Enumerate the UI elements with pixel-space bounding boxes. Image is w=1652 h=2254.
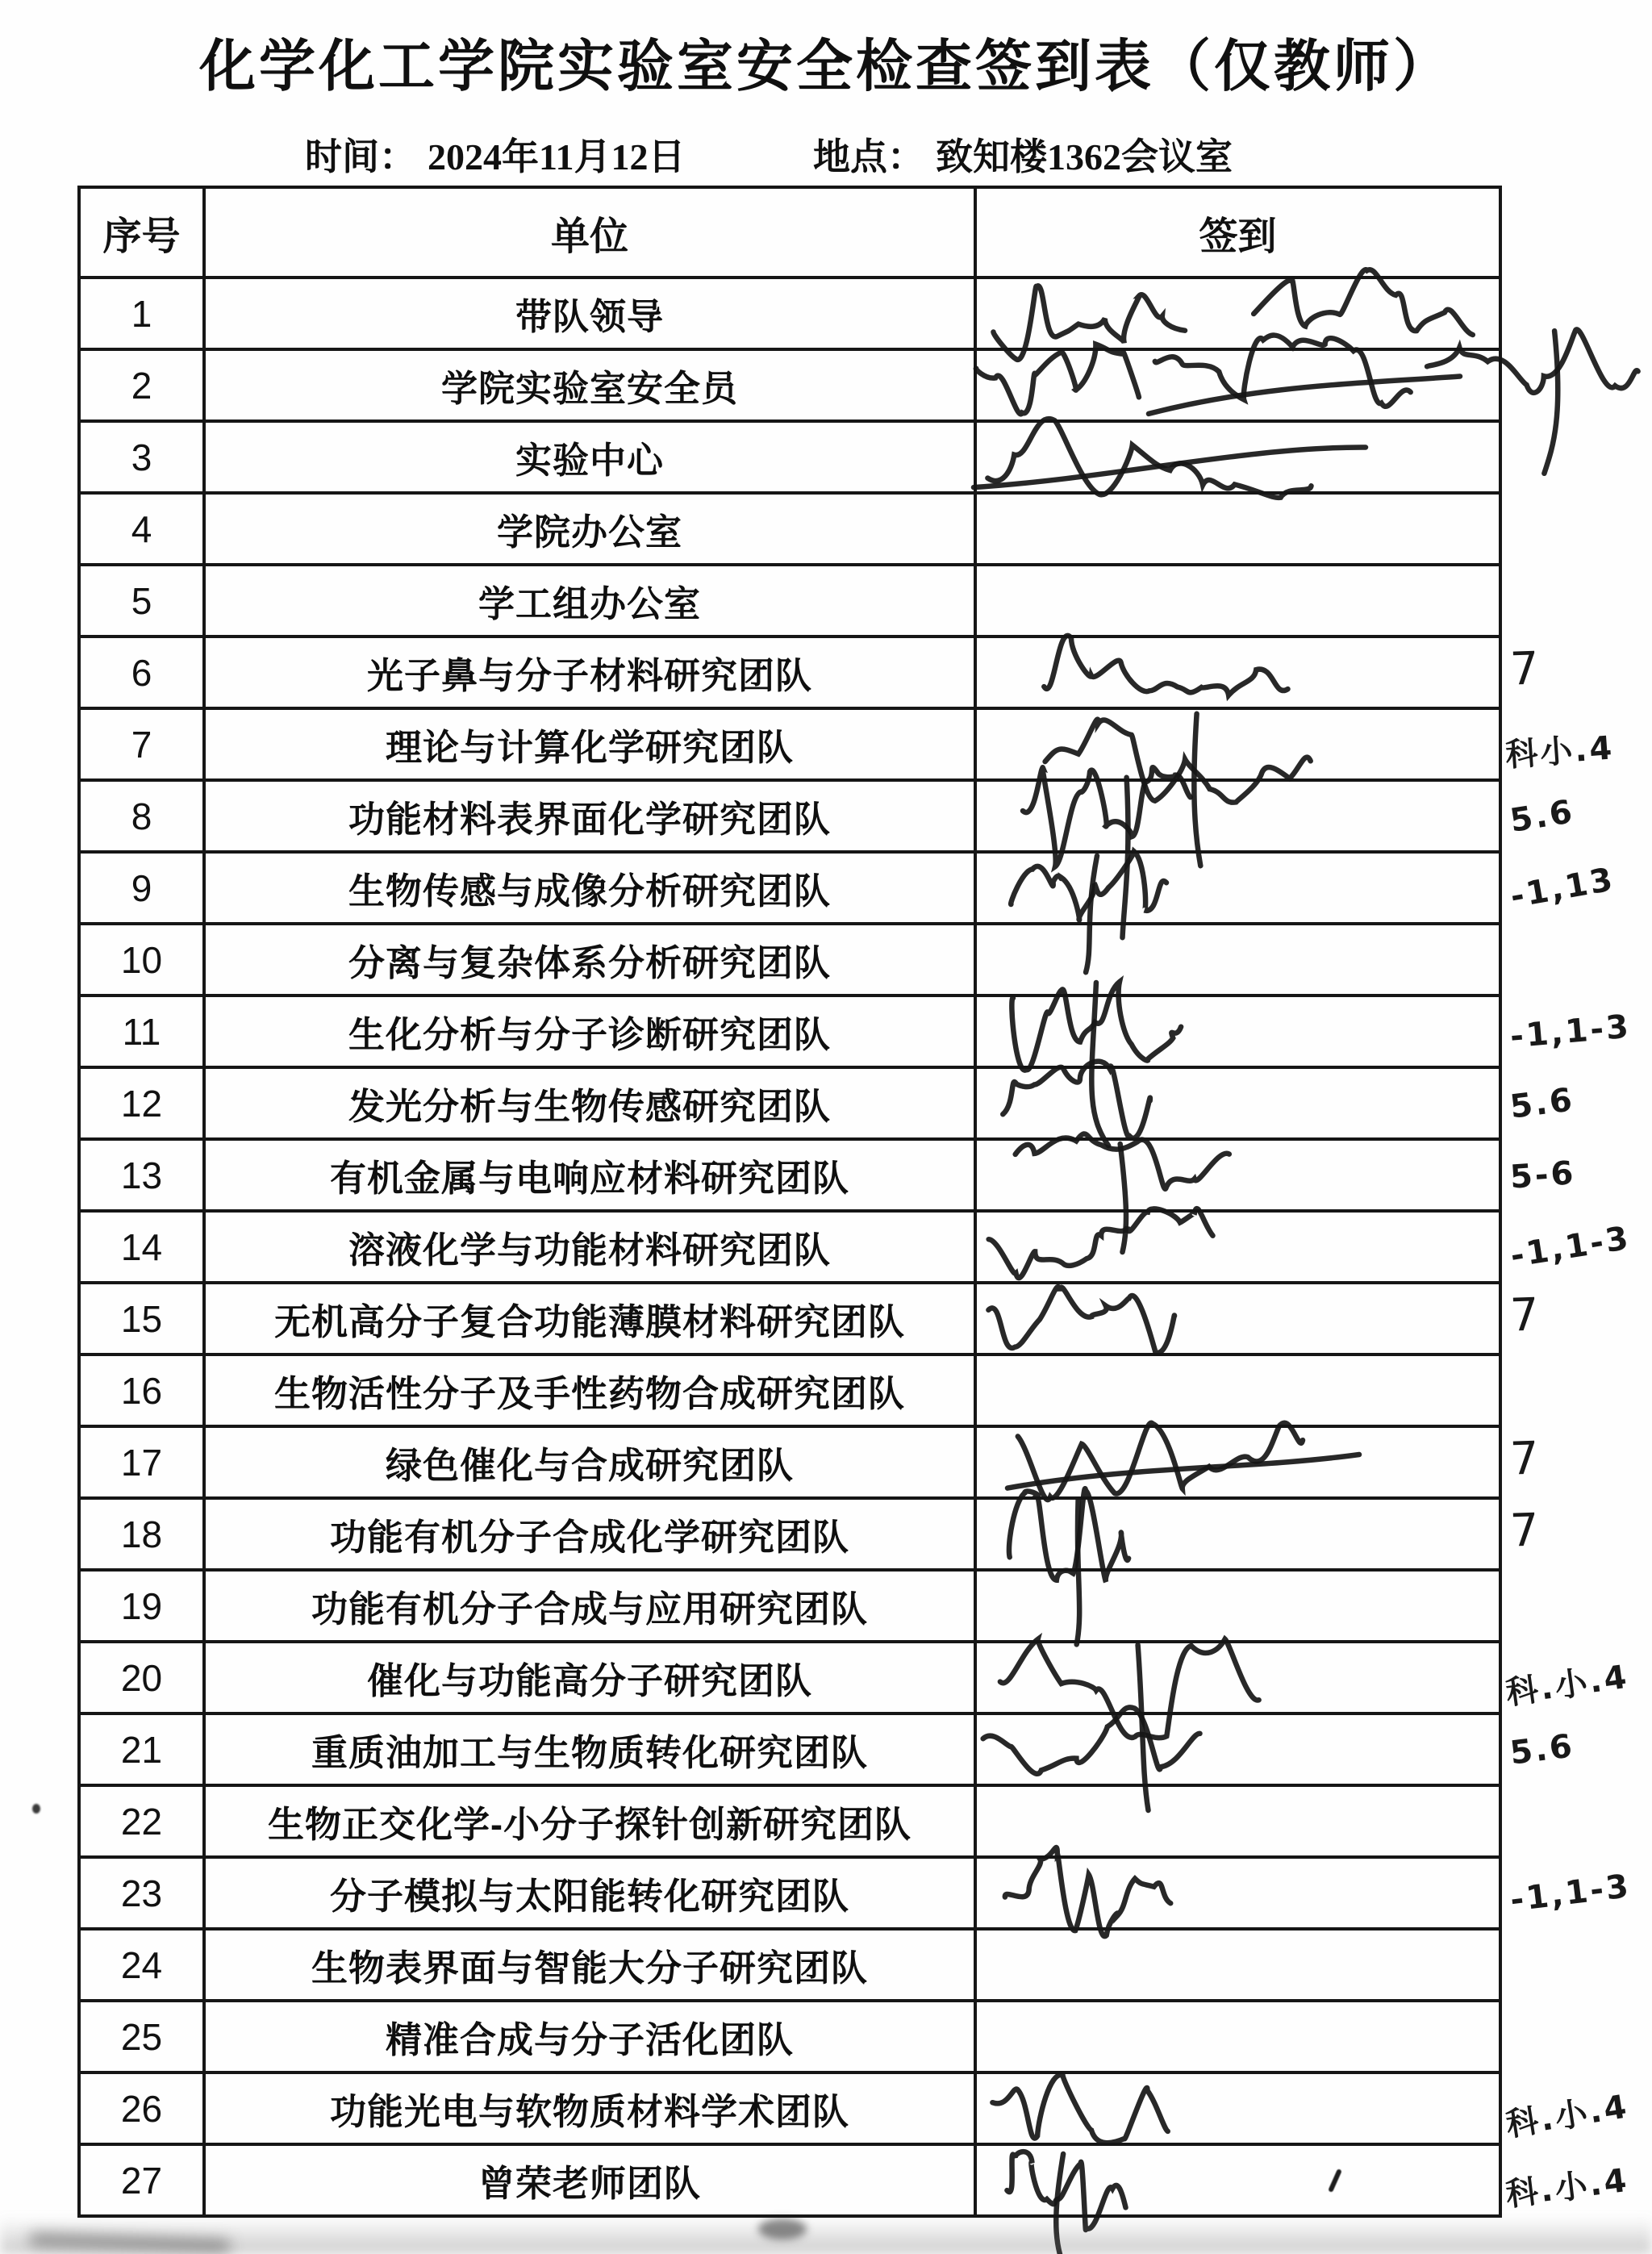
table-row bbox=[79, 1139, 1500, 1211]
row-number-cell: 26 bbox=[79, 2072, 204, 2144]
signin-table bbox=[77, 186, 1502, 2218]
row-number-cell: 18 bbox=[79, 1498, 204, 1570]
margin-note: 科.小.4 bbox=[1504, 2161, 1631, 2214]
unit-cell: 精准合成与分子活化团队 bbox=[204, 2001, 975, 2072]
row-number-cell: 6 bbox=[79, 637, 204, 708]
margin-note: -1,1-3 bbox=[1508, 1008, 1633, 1056]
sign-cell bbox=[975, 493, 1500, 565]
unit-cell: 功能光电与软物质材料学术团队 bbox=[204, 2072, 975, 2144]
table-row bbox=[79, 421, 1500, 493]
sign-cell bbox=[975, 278, 1500, 349]
unit-cell: 功能有机分子合成化学研究团队 bbox=[204, 1498, 975, 1570]
unit-cell: 生物正交化学-小分子探针创新研究团队 bbox=[204, 1785, 975, 1857]
table-row bbox=[79, 780, 1500, 852]
sign-cell bbox=[975, 1929, 1500, 2001]
unit-cell: 分子模拟与太阳能转化研究团队 bbox=[204, 1857, 975, 1929]
unit-cell: 绿色催化与合成研究团队 bbox=[204, 1426, 975, 1498]
table-row bbox=[79, 852, 1500, 924]
unit-cell: 分离与复杂体系分析研究团队 bbox=[204, 924, 975, 996]
sign-cell bbox=[975, 637, 1500, 708]
table-row bbox=[79, 1426, 1500, 1498]
scan-artifact-smudge-mid bbox=[758, 2219, 807, 2239]
sign-cell bbox=[975, 2001, 1500, 2072]
table-row bbox=[79, 1067, 1500, 1139]
table-row bbox=[79, 278, 1500, 349]
table-row bbox=[79, 1354, 1500, 1426]
unit-cell: 曾荣老师团队 bbox=[204, 2144, 975, 2216]
sign-cell bbox=[975, 421, 1500, 493]
sign-cell bbox=[975, 996, 1500, 1067]
sign-cell bbox=[975, 852, 1500, 924]
row-number-cell: 25 bbox=[79, 2001, 204, 2072]
row-number-cell: 10 bbox=[79, 924, 204, 996]
scan-artifact-bottom bbox=[0, 2217, 1652, 2254]
unit-cell: 发光分析与生物传感研究团队 bbox=[204, 1067, 975, 1139]
sign-cell bbox=[975, 780, 1500, 852]
row-number-cell: 5 bbox=[79, 565, 204, 637]
time-label: 时间： bbox=[305, 136, 416, 177]
margin-note: 7 bbox=[1508, 1432, 1542, 1486]
unit-cell: 生物活性分子及手性药物合成研究团队 bbox=[204, 1354, 975, 1426]
signin-table-wrap bbox=[77, 186, 1502, 2218]
page-title: 化学化工学院实验室安全检查签到表（仅教师） bbox=[199, 36, 1453, 98]
row-number-cell: 13 bbox=[79, 1139, 204, 1211]
margin-note: 5.6 bbox=[1508, 1081, 1577, 1126]
sign-cell bbox=[975, 349, 1500, 421]
sign-cell bbox=[975, 1857, 1500, 1929]
margin-note: 5.6 bbox=[1507, 793, 1577, 840]
table-row bbox=[79, 637, 1500, 708]
row-number-cell: 11 bbox=[79, 996, 204, 1067]
place-value: 致知楼1362会议室 bbox=[936, 136, 1233, 177]
table-row bbox=[79, 2144, 1500, 2216]
meta-time bbox=[305, 127, 685, 181]
table-row bbox=[79, 1785, 1500, 1857]
sign-cell bbox=[975, 1067, 1500, 1139]
sign-cell bbox=[975, 2144, 1500, 2216]
table-row bbox=[79, 1857, 1500, 1929]
sign-cell bbox=[975, 1713, 1500, 1785]
unit-cell: 无机高分子复合功能薄膜材料研究团队 bbox=[204, 1283, 975, 1354]
row-number-cell: 23 bbox=[79, 1857, 204, 1929]
unit-cell: 理论与计算化学研究团队 bbox=[204, 708, 975, 780]
sign-cell bbox=[975, 1426, 1500, 1498]
margin-note: 7 bbox=[1508, 642, 1542, 696]
row-number-cell: 16 bbox=[79, 1354, 204, 1426]
header-sign: 签到 bbox=[975, 187, 1500, 278]
table-row bbox=[79, 493, 1500, 565]
unit-cell: 学院实验室安全员 bbox=[204, 349, 975, 421]
row-number-cell: 15 bbox=[79, 1283, 204, 1354]
meta-line bbox=[0, 127, 1652, 176]
header-row bbox=[79, 187, 1500, 278]
table-row bbox=[79, 924, 1500, 996]
sign-cell bbox=[975, 1354, 1500, 1426]
unit-cell: 重质油加工与生物质转化研究团队 bbox=[204, 1713, 975, 1785]
row-number-cell: 2 bbox=[79, 349, 204, 421]
time-value: 2024年11月12日 bbox=[428, 136, 686, 177]
meta-place bbox=[813, 127, 1233, 181]
row-number-cell: 12 bbox=[79, 1067, 204, 1139]
unit-cell: 功能材料表界面化学研究团队 bbox=[204, 780, 975, 852]
sign-cell bbox=[975, 924, 1500, 996]
table-row bbox=[79, 1211, 1500, 1283]
sign-cell bbox=[975, 565, 1500, 637]
row-number-cell: 4 bbox=[79, 493, 204, 565]
row-number-cell: 1 bbox=[79, 278, 204, 349]
margin-note: -1,13 bbox=[1507, 861, 1618, 916]
unit-cell: 光子鼻与分子材料研究团队 bbox=[204, 637, 975, 708]
header-unit: 单位 bbox=[204, 187, 975, 278]
table-row bbox=[79, 1642, 1500, 1713]
row-number-cell: 8 bbox=[79, 780, 204, 852]
table-row bbox=[79, 1498, 1500, 1570]
margin-note: 5-6 bbox=[1508, 1154, 1577, 1196]
row-number-cell: 24 bbox=[79, 1929, 204, 2001]
unit-cell: 溶液化学与功能材料研究团队 bbox=[204, 1211, 975, 1283]
unit-cell: 生物表界面与智能大分子研究团队 bbox=[204, 1929, 975, 2001]
sign-cell bbox=[975, 1283, 1500, 1354]
table-row bbox=[79, 1929, 1500, 2001]
unit-cell: 有机金属与电响应材料研究团队 bbox=[204, 1139, 975, 1211]
sign-cell bbox=[975, 1570, 1500, 1642]
row-number-cell: 22 bbox=[79, 1785, 204, 1857]
table-row bbox=[79, 2072, 1500, 2144]
row-number-cell: 21 bbox=[79, 1713, 204, 1785]
row-number-cell: 14 bbox=[79, 1211, 204, 1283]
unit-cell: 催化与功能高分子研究团队 bbox=[204, 1642, 975, 1713]
table-row bbox=[79, 1570, 1500, 1642]
table-row bbox=[79, 2001, 1500, 2072]
unit-cell: 带队领导 bbox=[204, 278, 975, 349]
table-row bbox=[79, 708, 1500, 780]
row-number-cell: 7 bbox=[79, 708, 204, 780]
place-label: 地点： bbox=[813, 136, 924, 177]
row-number-cell: 27 bbox=[79, 2144, 204, 2216]
row-number-cell: 17 bbox=[79, 1426, 204, 1498]
margin-note: -1,1-3 bbox=[1508, 1868, 1633, 1919]
row-number-cell: 9 bbox=[79, 852, 204, 924]
margin-note: 科.小.4 bbox=[1503, 2088, 1632, 2144]
table-row bbox=[79, 349, 1500, 421]
sign-cell bbox=[975, 1642, 1500, 1713]
sign-cell bbox=[975, 1498, 1500, 1570]
sign-cell bbox=[975, 708, 1500, 780]
margin-note: 科.小.4 bbox=[1504, 1658, 1632, 1713]
sign-cell bbox=[975, 2072, 1500, 2144]
unit-cell: 学院办公室 bbox=[204, 493, 975, 565]
row-number-cell: 20 bbox=[79, 1642, 204, 1713]
margin-note: 7 bbox=[1508, 1504, 1542, 1558]
row-number-cell: 19 bbox=[79, 1570, 204, 1642]
scan-artifact-dot bbox=[32, 1804, 40, 1814]
margin-note: -1,1-3 bbox=[1508, 1219, 1633, 1275]
unit-cell: 生物传感与成像分析研究团队 bbox=[204, 852, 975, 924]
table-row bbox=[79, 565, 1500, 637]
sign-cell bbox=[975, 1785, 1500, 1857]
sign-cell bbox=[975, 1211, 1500, 1283]
unit-cell: 功能有机分子合成与应用研究团队 bbox=[204, 1570, 975, 1642]
table-row bbox=[79, 1283, 1500, 1354]
margin-note: 7 bbox=[1508, 1288, 1542, 1342]
table-row bbox=[79, 996, 1500, 1067]
sign-cell bbox=[975, 1139, 1500, 1211]
table-row bbox=[79, 1713, 1500, 1785]
unit-cell: 生化分析与分子诊断研究团队 bbox=[204, 996, 975, 1067]
margin-note: 科小.4 bbox=[1504, 729, 1616, 774]
unit-cell: 实验中心 bbox=[204, 421, 975, 493]
row-number-cell: 3 bbox=[79, 421, 204, 493]
margin-note: 5.6 bbox=[1508, 1727, 1577, 1772]
unit-cell: 学工组办公室 bbox=[204, 565, 975, 637]
header-no: 序号 bbox=[79, 187, 204, 278]
